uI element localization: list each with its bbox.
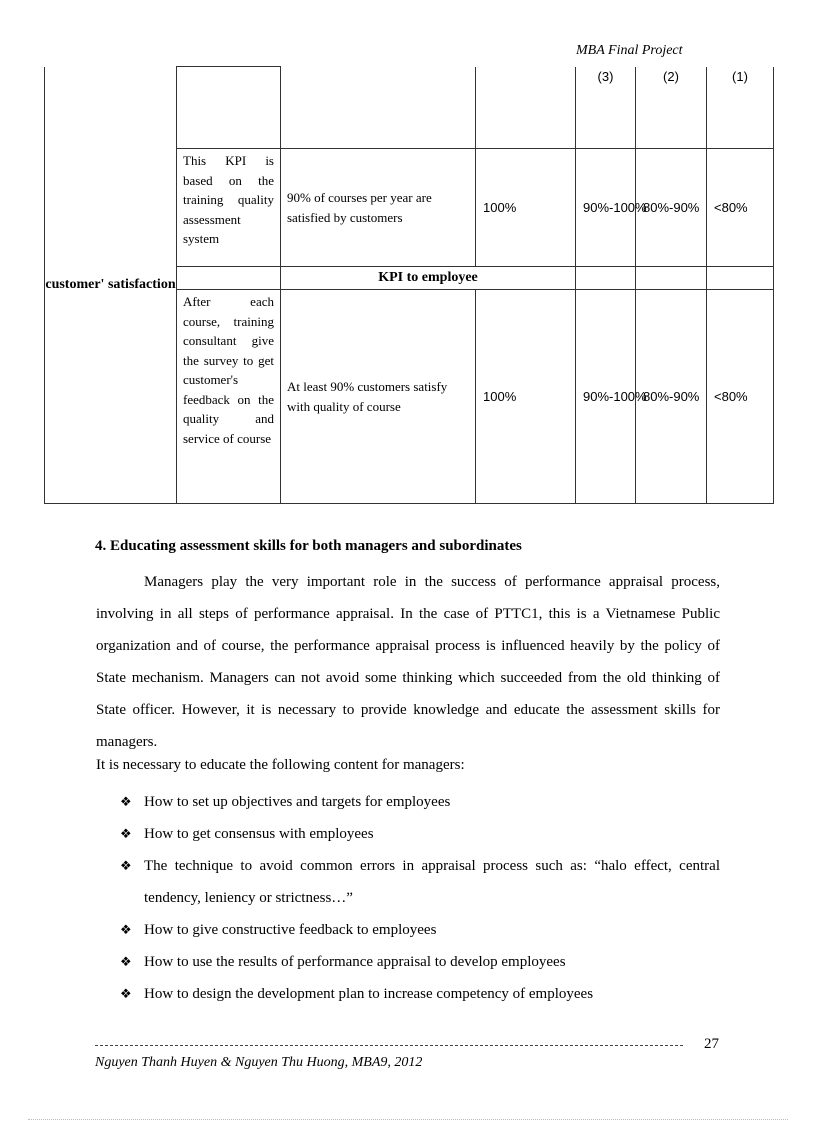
empty-cell <box>707 267 774 290</box>
score-2: 80%-90% <box>636 290 707 504</box>
scale-label-1: (1) <box>707 67 774 149</box>
empty-cell <box>636 267 707 290</box>
list-item <box>120 850 720 914</box>
empty-cell <box>177 267 281 290</box>
empty-cell <box>281 67 476 149</box>
diamond-bullet-icon: ❖ <box>120 826 132 841</box>
score-2: 80%-90% <box>636 149 707 267</box>
body-paragraph: Managers play the very important role in the success of performance appraisal process, involving in all steps of performance appraisal. In the case of PTTC1, this is a Vietnamese Public organization and of course, the performance appraisal process is influenced heavily by the policy of State mechanism. Managers can not avoid some thinking which succeeded from the old thinking of State officer. However, it is necessary to provide knowledge and educate the assessment skills for managers. <box>96 574 720 750</box>
list-item-text: How to set up objectives and targets for employees <box>144 794 451 810</box>
empty-cell <box>177 67 281 149</box>
list-item-text: How to design the development plan to increase competency of employees <box>144 986 594 1002</box>
list-item-text: How to use the results of performance appraisal to develop employees <box>144 954 566 970</box>
kpi-target: At least 90% customers satisfy with quality of course <box>281 290 476 504</box>
kpi-description: This KPI is based on the training quality assessment system <box>177 149 281 267</box>
score-1: <80% <box>707 149 774 267</box>
section-title: 4. Educating assessment skills for both managers and subordinates <box>95 538 522 554</box>
score-3: 90%-100% <box>576 290 636 504</box>
empty-cell <box>576 267 636 290</box>
list-item <box>120 818 720 850</box>
list-item <box>120 914 720 946</box>
category-cell: customer' satisfaction <box>45 67 177 504</box>
bullet-list <box>120 786 720 1010</box>
bullet-intro: It is necessary to educate the following content for managers: <box>96 757 465 773</box>
footer-divider <box>95 1045 683 1046</box>
page-header: MBA Final Project <box>576 43 683 58</box>
kpi-target: 90% of courses per year are satisfied by customers <box>281 149 476 267</box>
table-subheading: KPI to employee <box>281 267 576 290</box>
score-1: <80% <box>707 290 774 504</box>
kpi-value: 100% <box>476 290 576 504</box>
list-item <box>120 946 720 978</box>
empty-cell <box>476 67 576 149</box>
kpi-table <box>44 66 774 504</box>
diamond-bullet-icon: ❖ <box>120 986 132 1001</box>
diamond-bullet-icon: ❖ <box>120 858 132 873</box>
scale-label-3: (3) <box>576 67 636 149</box>
page-number: 27 <box>704 1036 719 1052</box>
page-bottom-divider <box>28 1119 788 1120</box>
table-row <box>45 67 774 149</box>
scale-label-2: (2) <box>636 67 707 149</box>
footer-authors: Nguyen Thanh Huyen & Nguyen Thu Huong, MBA9, 2012 <box>95 1055 423 1070</box>
list-item <box>120 786 720 818</box>
diamond-bullet-icon: ❖ <box>120 954 132 969</box>
list-item-text: How to get consensus with employees <box>144 826 374 842</box>
score-3: 90%-100% <box>576 149 636 267</box>
diamond-bullet-icon: ❖ <box>120 922 132 937</box>
list-item-text: How to give constructive feedback to employees <box>144 922 437 938</box>
kpi-value: 100% <box>476 149 576 267</box>
list-item <box>120 978 720 1010</box>
diamond-bullet-icon: ❖ <box>120 794 132 809</box>
list-item-text: The technique to avoid common errors in appraisal process such as: “halo effect, central tendency, leniency or strictness…” <box>144 858 720 906</box>
kpi-description: After each course, training consultant give the survey to get customer's feedback on the quality and service of course <box>177 290 281 504</box>
